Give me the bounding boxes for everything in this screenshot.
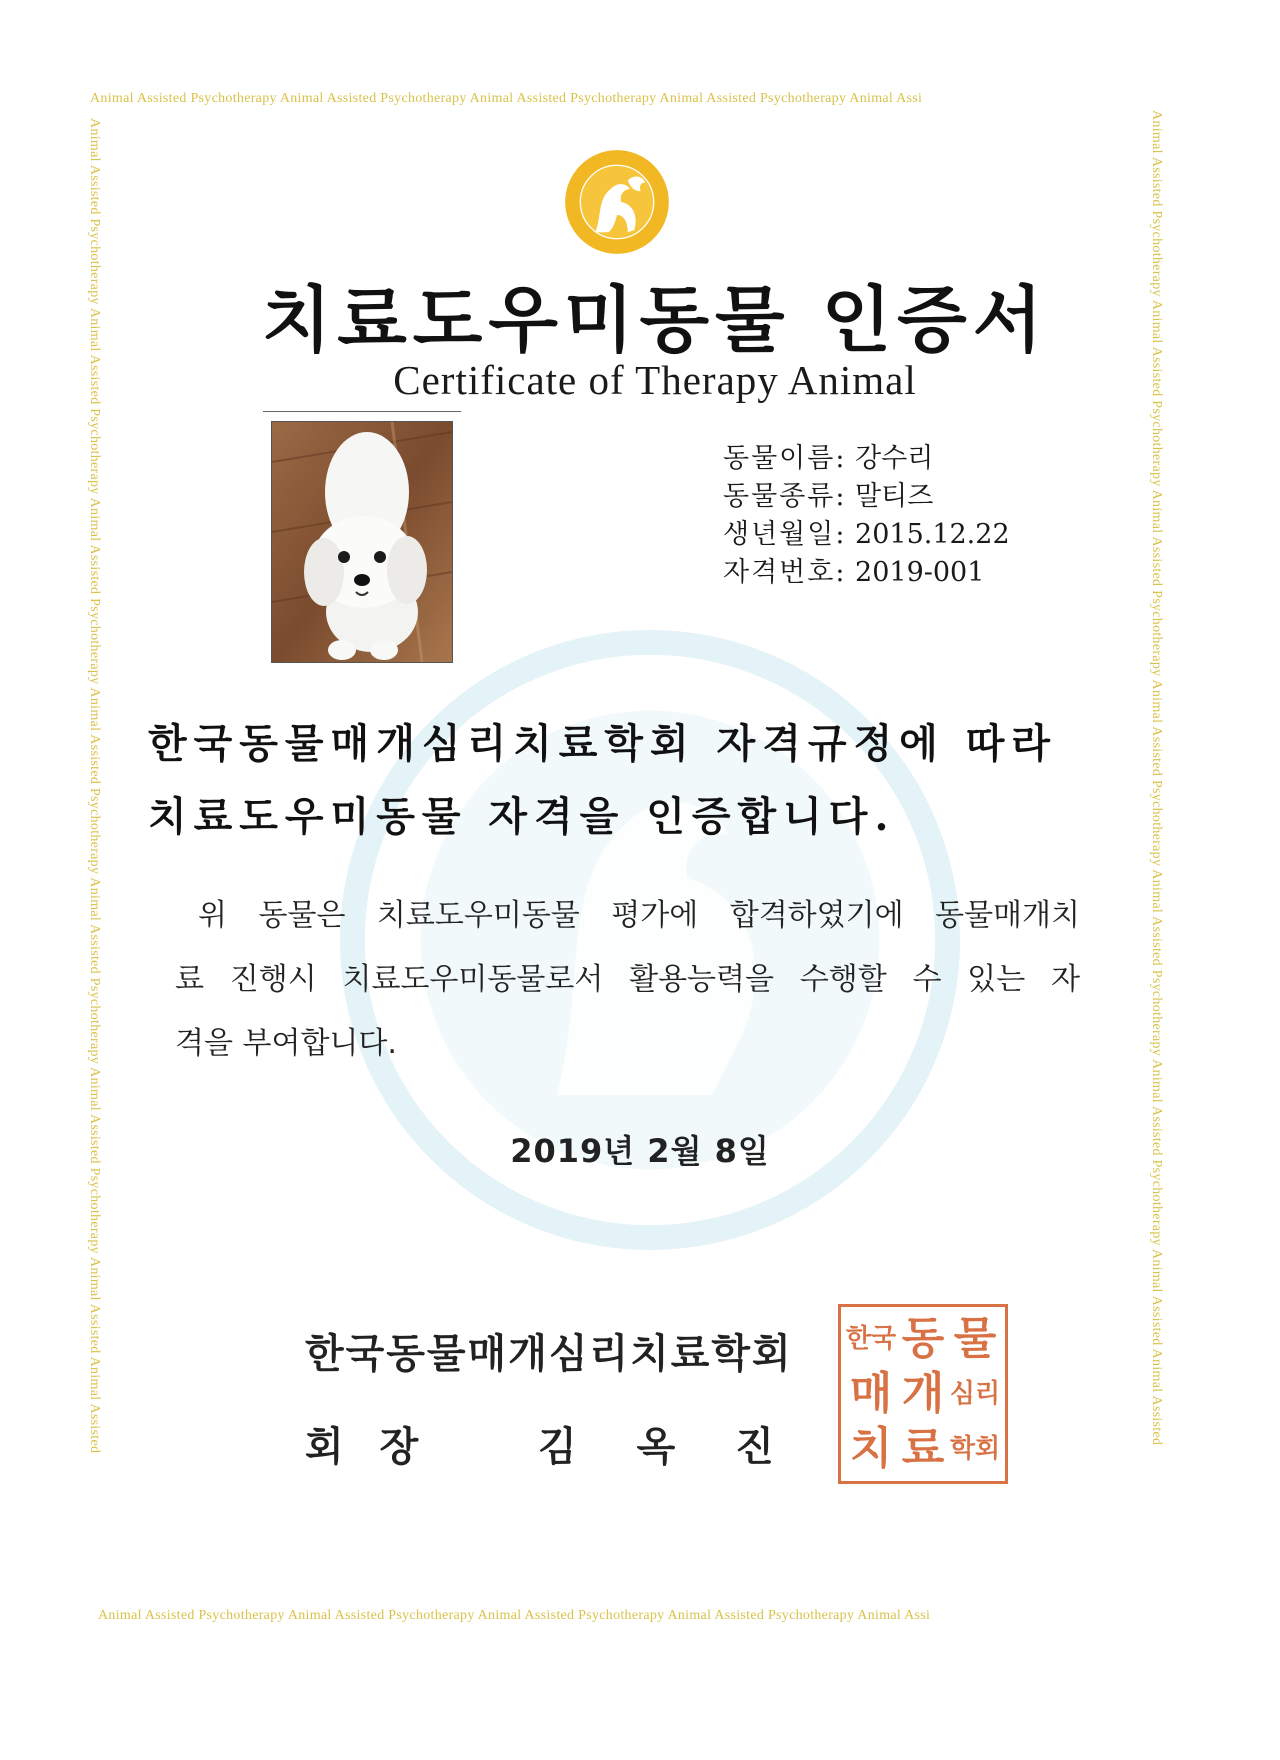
- certification-statement-line-1: 한국동물매개심리치료학회 자격규정에 따라: [148, 720, 1058, 767]
- border-text-left: Animal Assisted Psychotherapy Animal Assisted Psychotherapy Animal Assisted Psychotherapy Animal Assisted Psychotherapy Animal Assisted Psychotherapy Animal Assisted Psychotherapy Animal Assisted Animal Assisted: [87, 118, 102, 1454]
- official-seal-stamp: [838, 1304, 1008, 1484]
- info-label: 생년월일:: [723, 519, 847, 550]
- seal-character: 치: [849, 1423, 893, 1475]
- info-value: 2019-001: [855, 557, 985, 588]
- seal-character: 한국: [845, 1323, 897, 1354]
- seal-character: 학회: [949, 1434, 1001, 1465]
- maltese-dog-photo: [272, 422, 452, 662]
- info-label: 동물이름:: [723, 443, 847, 474]
- president-title: 회장: [305, 1424, 455, 1470]
- seal-character: 료: [901, 1423, 945, 1475]
- certificate-title-korean: 치료도우미동물 인증서: [261, 277, 1049, 362]
- seal-character: 물: [953, 1312, 997, 1364]
- body-text-line-2: 료 진행시 치료도우미동물로서 활용능력을 수행할 수 있는 자: [175, 962, 1080, 997]
- seal-character: 개: [901, 1367, 945, 1419]
- info-label: 동물종류:: [723, 481, 847, 512]
- title-divider: [263, 411, 461, 412]
- president-name: 김옥진: [538, 1424, 834, 1470]
- seal-character: 매: [849, 1367, 893, 1419]
- info-row-qualification-number: [723, 554, 1010, 592]
- animal-info: [723, 440, 1010, 592]
- issuing-organization: 한국동물매개심리치료학회: [305, 1331, 793, 1377]
- society-logo-icon: [563, 148, 671, 256]
- certification-statement-line-2: 치료도우미동물 자격을 인증합니다.: [148, 793, 896, 840]
- seal-character: 동: [901, 1312, 945, 1364]
- body-text-line-3: 격을 부여합니다.: [175, 1026, 397, 1061]
- info-value: 2015.12.22: [855, 519, 1010, 550]
- info-label: 자격번호:: [723, 557, 847, 588]
- animal-photo: [271, 421, 453, 663]
- info-value: 말티즈: [855, 481, 934, 512]
- issue-date: 2019년 2월 8일: [510, 1132, 770, 1170]
- border-text-bottom: Animal Assisted Psychotherapy Animal Assisted Psychotherapy Animal Assisted Psychotherapy Animal Assisted Psychotherapy Animal Assi: [98, 1608, 931, 1623]
- info-row-breed: [723, 478, 1010, 516]
- border-text-top: Animal Assisted Psychotherapy Animal Assisted Psychotherapy Animal Assisted Psychotherapy Animal Assisted Psychotherapy Animal Assi: [90, 91, 923, 106]
- certificate-title-english: Certificate of Therapy Animal: [393, 357, 917, 403]
- info-row-name: [723, 440, 1010, 478]
- border-text-right: Animal Assisted Psychotherapy Animal Assisted Psychotherapy Animal Assisted Psychotherapy Animal Assisted Psychotherapy Animal Assisted Psychotherapy Animal Assisted Psychotherapy Animal Assisted Animal Assisted: [1149, 110, 1164, 1446]
- seal-character: 심리: [949, 1378, 1001, 1409]
- body-text-line-1: 위 동물은 치료도우미동물 평가에 합격하였기에 동물매개치: [198, 898, 1080, 933]
- info-value: 강수리: [855, 443, 934, 474]
- info-row-birthdate: [723, 516, 1010, 554]
